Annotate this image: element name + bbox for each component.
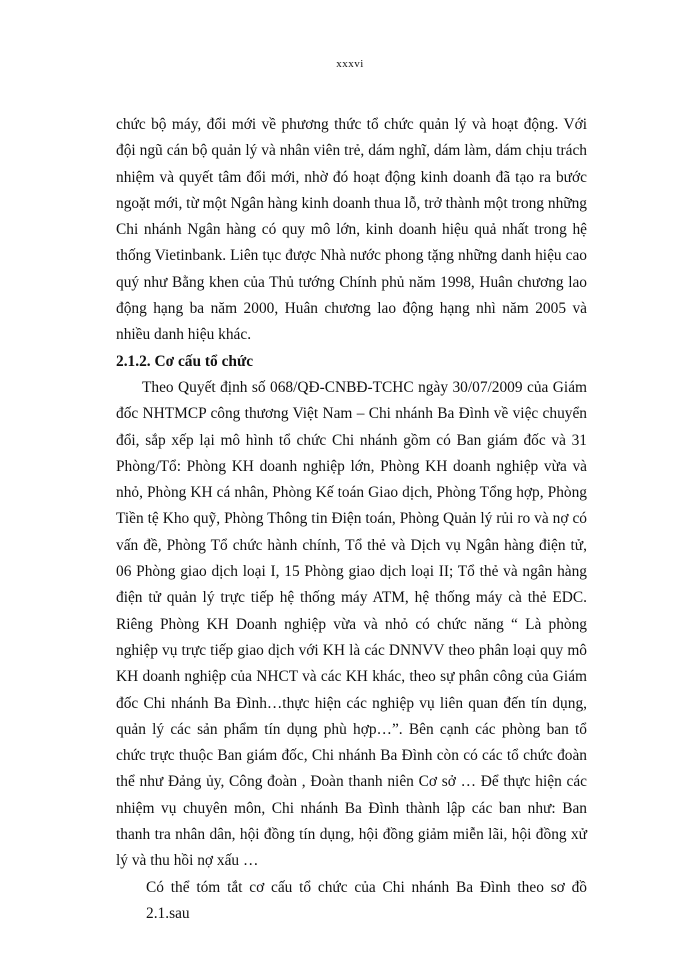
section-heading: 2.1.2. Cơ cấu tổ chức — [116, 352, 254, 370]
document-body — [116, 112, 587, 927]
paragraph-continuation: chức bộ máy, đổi mới về phương thức tổ chức quản lý và hoạt động. Với đội ngũ cán bộ quản lý và nhân viên trẻ, dám nghĩ, dám làm, dám chịu trách nhiệm và quyết tâm đổi mới, nhờ đó hoạt động kinh doanh đã tạo ra bước ngoặt mới, từ một Ngân hàng kinh doanh thua lỗ, trở thành một trong những Chi nhánh Ngân hàng có quy mô lớn, kinh doanh hiệu quả nhất trong hệ thống Vietinbank. Liên tục được Nhà nước phong tặng những danh hiệu cao quý như Bằng khen của Thủ tướng Chính phủ năm 1998, Huân chương lao động hạng ba năm 2000, Huân chương lao động hạng nhì năm 2005 và nhiều danh hiệu khác. — [116, 116, 587, 344]
paragraph-organization-structure: Theo Quyết định số 068/QĐ-CNBĐ-TCHC ngày 30/07/2009 của Giám đốc NHTMCP công thương Việt Nam – Chi nhánh Ba Đình về việc chuyển đổi, sắp xếp lại mô hình tổ chức Chi nhánh gồm có Ban giám đốc và 31 Phòng/Tổ: Phòng KH doanh nghiệp lớn, Phòng KH doanh nghiệp vừa và nhỏ, Phòng KH cá nhân, Phòng Kế toán Giao dịch, Phòng Tổng hợp, Phòng Tiền tệ Kho quỹ, Phòng Thông tin Điện toán, Phòng Quản lý rủi ro và nợ có vấn đề, Phòng Tổ chức hành chính, Tổ thẻ và Dịch vụ Ngân hàng điện tử, 06 Phòng giao dịch loại I, 15 Phòng giao dịch loại II; Tổ thẻ và ngân hàng điện tử quản lý trực tiếp hệ thống máy ATM, hệ thống máy cà thẻ EDC. Riêng Phòng KH Doanh nghiệp vừa và nhỏ có chức năng “ Là phòng nghiệp vụ trực tiếp giao dịch với KH là các DNNVV theo phân loại quy mô KH doanh nghiệp của NHCT và các KH khác, theo sự phân công của Giám đốc Chi nhánh Ba Đình…thực hiện các nghiệp vụ liên quan đến tín dụng, quản lý các sản phẩm tín dụng phù hợp…”. Bên cạnh các phòng ban tổ chức trực thuộc Ban giám đốc, Chi nhánh Ba Đình còn có các tổ chức đoàn thể như Đảng ủy, Công đoàn , Đoàn thanh niên Cơ sở … Để thực hiện các nhiệm vụ chuyên môn, Chi nhánh Ba Đình thành lập các ban như: Ban thanh tra nhân dân, hội đồng tín dụng, hội đồng giảm miễn lãi, hội đồng xử lý và thu hồi nợ xấu … — [116, 378, 587, 870]
page-number: xxxvi — [336, 58, 364, 70]
closing-sentence: Có thể tóm tắt cơ cấu tổ chức của Chi nhánh Ba Đình theo sơ đồ 2.1.sau — [146, 878, 587, 922]
